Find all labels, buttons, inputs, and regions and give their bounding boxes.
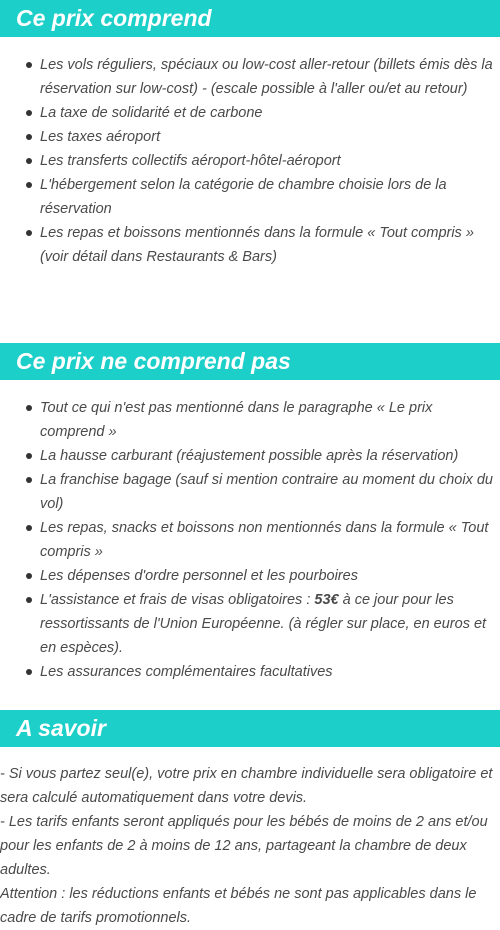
section-title-ne-comprend-pas: Ce prix ne comprend pas <box>0 343 500 380</box>
visa-text: L'assistance et frais de visas obligatoires : <box>40 592 315 608</box>
section-title-a-savoir: A savoir <box>0 710 500 747</box>
list-item: L'hébergement selon la catégorie de chambre choisie lors de la réservation <box>40 173 494 221</box>
list-item: Les repas, snacks et boissons non mentionnés dans la formule « Tout compris » <box>40 516 494 564</box>
list-item: Les dépenses d'ordre personnel et les pourboires <box>40 564 494 588</box>
list-item: Les vols réguliers, spéciaux ou low-cost aller-retour (billets émis dès la réservation sur low-cost) - (escale possible à l'aller ou/et au retour) <box>40 53 494 101</box>
list-item: La franchise bagage (sauf si mention contraire au moment du choix du vol) <box>40 468 494 516</box>
list-item: Les taxes aéroport <box>40 125 494 149</box>
section-title-comprend: Ce prix comprend <box>0 0 500 37</box>
a-savoir-line: Attention : les réductions enfants et bébés ne sont pas applicables dans le cadre de tarifs promotionnels. <box>0 886 477 926</box>
a-savoir-line: - Si vous partez seul(e), votre prix en chambre individuelle sera obligatoire et sera calculé automatiquement dans votre devis. <box>0 766 493 806</box>
list-item: Les assurances complémentaires facultatives <box>40 660 494 684</box>
list-item: Les transferts collectifs aéroport-hôtel-aéroport <box>40 149 494 173</box>
visa-price: 53€ <box>314 592 339 608</box>
list-item: La hausse carburant (réajustement possible après la réservation) <box>40 444 494 468</box>
included-list <box>0 53 500 269</box>
list-item-visa <box>40 588 494 660</box>
a-savoir-line: - Les tarifs enfants seront appliqués pour les bébés de moins de 2 ans et/ou pour les enfants de 2 à moins de 12 ans, partageant la chambre de deux adultes. <box>0 814 488 878</box>
list-item: La taxe de solidarité et de carbone <box>40 101 494 125</box>
visa-text-after: à ce jour pour les ressortissants de l'Union Européenne. (à régler sur place, en euros et en espèces). <box>40 592 487 656</box>
list-item: Les repas et boissons mentionnés dans la formule « Tout compris » (voir détail dans Restaurants & Bars) <box>40 221 494 269</box>
a-savoir-text <box>0 762 500 930</box>
list-item: Tout ce qui n'est pas mentionné dans le paragraphe « Le prix comprend » <box>40 396 494 444</box>
excluded-list <box>0 396 500 684</box>
